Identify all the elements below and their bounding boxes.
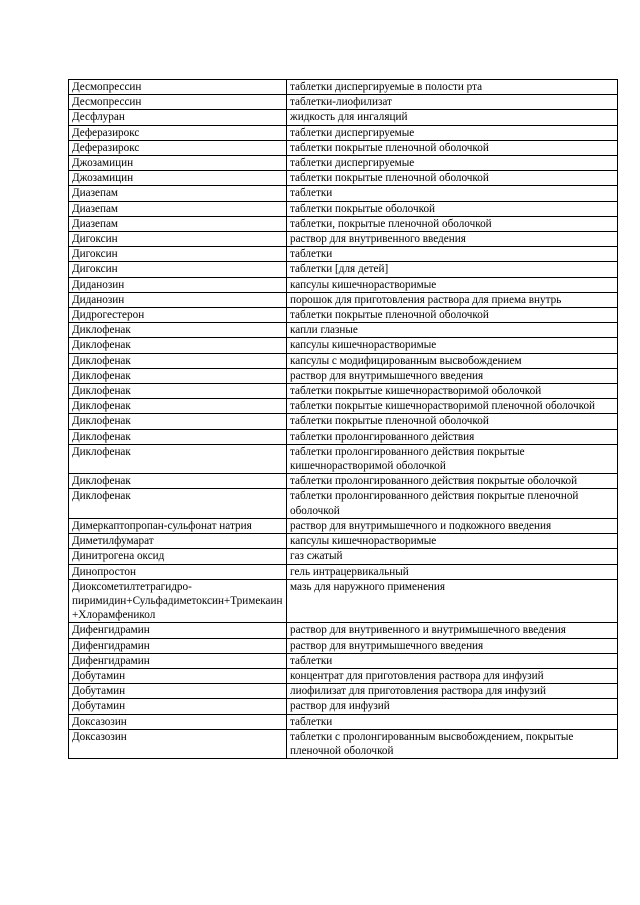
table-row	[69, 699, 618, 714]
dosage-form-cell: раствор для внутривенного введения	[287, 232, 618, 247]
table-row	[69, 156, 618, 171]
table-row	[69, 623, 618, 638]
table-row	[69, 232, 618, 247]
drug-name-cell: Дифенгидрамин	[69, 638, 287, 653]
dosage-form-cell: таблетки покрытые оболочкой	[287, 201, 618, 216]
dosage-form-cell: порошок для приготовления раствора для приема внутрь	[287, 292, 618, 307]
table-row	[69, 399, 618, 414]
drug-name-cell: Добутамин	[69, 699, 287, 714]
drug-name-cell: Доксазозин	[69, 729, 287, 758]
drug-name-cell: Динитрогена оксид	[69, 549, 287, 564]
table-row	[69, 368, 618, 383]
dosage-form-cell: раствор для внутримышечного введения	[287, 638, 618, 653]
drug-name-cell: Диклофенак	[69, 444, 287, 473]
dosage-form-cell: капсулы с модифицированным высвобождением	[287, 353, 618, 368]
table-row	[69, 171, 618, 186]
dosage-form-cell: таблетки	[287, 653, 618, 668]
table-row	[69, 668, 618, 683]
dosage-form-cell: таблетки	[287, 247, 618, 262]
table-row	[69, 80, 618, 95]
drug-name-cell: Дигоксин	[69, 232, 287, 247]
dosage-form-cell: таблетки покрытые пленочной оболочкой	[287, 140, 618, 155]
drug-name-cell: Диазепам	[69, 216, 287, 231]
table-row	[69, 95, 618, 110]
drug-name-cell: Дифенгидрамин	[69, 623, 287, 638]
drug-name-cell: Джозамицин	[69, 156, 287, 171]
drug-name-cell: Диазепам	[69, 201, 287, 216]
drug-name-cell: Деферазирокс	[69, 125, 287, 140]
table-body	[69, 80, 618, 759]
dosage-form-cell: таблетки с пролонгированным высвобождением, покрытые пленочной оболочкой	[287, 729, 618, 758]
drug-name-cell: Дигоксин	[69, 247, 287, 262]
drug-forms-table	[68, 79, 618, 759]
dosage-form-cell: раствор для инфузий	[287, 699, 618, 714]
table-row	[69, 414, 618, 429]
drug-name-cell: Диданозин	[69, 277, 287, 292]
table-row	[69, 110, 618, 125]
dosage-form-cell: таблетки пролонгированного действия покрытые кишечнорастворимой оболочкой	[287, 444, 618, 473]
table-row	[69, 262, 618, 277]
dosage-form-cell: капли глазные	[287, 323, 618, 338]
dosage-form-cell: таблетки покрытые кишечнорастворимой пленочной оболочкой	[287, 399, 618, 414]
dosage-form-cell: жидкость для ингаляций	[287, 110, 618, 125]
drug-name-cell: Диметилфумарат	[69, 534, 287, 549]
table-row	[69, 125, 618, 140]
dosage-form-cell: таблетки покрытые пленочной оболочкой	[287, 414, 618, 429]
drug-name-cell: Десмопрессин	[69, 95, 287, 110]
table-row	[69, 353, 618, 368]
dosage-form-cell: таблетки-лиофилизат	[287, 95, 618, 110]
table-row	[69, 489, 618, 518]
table-row	[69, 186, 618, 201]
dosage-form-cell: раствор для внутривенного и внутримышечного введения	[287, 623, 618, 638]
table-row	[69, 384, 618, 399]
drug-name-cell: Диклофенак	[69, 384, 287, 399]
table-row	[69, 216, 618, 231]
drug-name-cell: Диазепам	[69, 186, 287, 201]
dosage-form-cell: таблетки диспергируемые	[287, 125, 618, 140]
dosage-form-cell: газ сжатый	[287, 549, 618, 564]
table-row	[69, 714, 618, 729]
dosage-form-cell: таблетки покрытые пленочной оболочкой	[287, 308, 618, 323]
table-row	[69, 277, 618, 292]
dosage-form-cell: мазь для наружного применения	[287, 579, 618, 623]
drug-name-cell: Диоксометилтетрагидро-пиримидин+Сульфадиметоксин+Тримекаин+Хлорамфеникол	[69, 579, 287, 623]
table-row	[69, 308, 618, 323]
dosage-form-cell: таблетки [для детей]	[287, 262, 618, 277]
dosage-form-cell: таблетки	[287, 714, 618, 729]
table-row	[69, 534, 618, 549]
table-row	[69, 247, 618, 262]
table-row	[69, 638, 618, 653]
table-row	[69, 201, 618, 216]
table-row	[69, 429, 618, 444]
table-row	[69, 564, 618, 579]
drug-name-cell: Десфлуран	[69, 110, 287, 125]
drug-name-cell: Диклофенак	[69, 474, 287, 489]
drug-name-cell: Диклофенак	[69, 414, 287, 429]
dosage-form-cell: гель интрацервикальный	[287, 564, 618, 579]
table-row	[69, 474, 618, 489]
dosage-form-cell: таблетки покрытые кишечнорастворимой оболочкой	[287, 384, 618, 399]
drug-name-cell: Деферазирокс	[69, 140, 287, 155]
table-row	[69, 444, 618, 473]
table-row	[69, 338, 618, 353]
dosage-form-cell: концентрат для приготовления раствора для инфузий	[287, 668, 618, 683]
dosage-form-cell: раствор для внутримышечного введения	[287, 368, 618, 383]
table-row	[69, 653, 618, 668]
drug-name-cell: Диклофенак	[69, 338, 287, 353]
table-row	[69, 292, 618, 307]
drug-name-cell: Диклофенак	[69, 368, 287, 383]
dosage-form-cell: таблетки, покрытые пленочной оболочкой	[287, 216, 618, 231]
drug-name-cell: Дифенгидрамин	[69, 653, 287, 668]
dosage-form-cell: раствор для внутримышечного и подкожного введения	[287, 518, 618, 533]
drug-name-cell: Добутамин	[69, 668, 287, 683]
table-row	[69, 140, 618, 155]
table-row	[69, 323, 618, 338]
table-row	[69, 518, 618, 533]
dosage-form-cell: таблетки пролонгированного действия	[287, 429, 618, 444]
dosage-form-cell: таблетки диспергируемые в полости рта	[287, 80, 618, 95]
drug-name-cell: Диданозин	[69, 292, 287, 307]
dosage-form-cell: таблетки пролонгированного действия покрытые пленочной оболочкой	[287, 489, 618, 518]
drug-name-cell: Доксазозин	[69, 714, 287, 729]
table-row	[69, 549, 618, 564]
dosage-form-cell: таблетки диспергируемые	[287, 156, 618, 171]
dosage-form-cell: лиофилизат для приготовления раствора для инфузий	[287, 684, 618, 699]
drug-name-cell: Диклофенак	[69, 489, 287, 518]
dosage-form-cell: капсулы кишечнорастворимые	[287, 277, 618, 292]
drug-name-cell: Диклофенак	[69, 399, 287, 414]
drug-name-cell: Дигоксин	[69, 262, 287, 277]
drug-name-cell: Дидрогестерон	[69, 308, 287, 323]
dosage-form-cell: таблетки покрытые пленочной оболочкой	[287, 171, 618, 186]
table-row	[69, 579, 618, 623]
drug-name-cell: Десмопрессин	[69, 80, 287, 95]
dosage-form-cell: капсулы кишечнорастворимые	[287, 338, 618, 353]
drug-name-cell: Диклофенак	[69, 323, 287, 338]
table-row	[69, 729, 618, 758]
dosage-form-cell: капсулы кишечнорастворимые	[287, 534, 618, 549]
drug-name-cell: Джозамицин	[69, 171, 287, 186]
drug-name-cell: Динопростон	[69, 564, 287, 579]
drug-name-cell: Диклофенак	[69, 429, 287, 444]
dosage-form-cell: таблетки	[287, 186, 618, 201]
dosage-form-cell: таблетки пролонгированного действия покрытые оболочкой	[287, 474, 618, 489]
drug-name-cell: Диклофенак	[69, 353, 287, 368]
table-row	[69, 684, 618, 699]
drug-name-cell: Добутамин	[69, 684, 287, 699]
drug-name-cell: Димеркаптопропан-сульфонат натрия	[69, 518, 287, 533]
